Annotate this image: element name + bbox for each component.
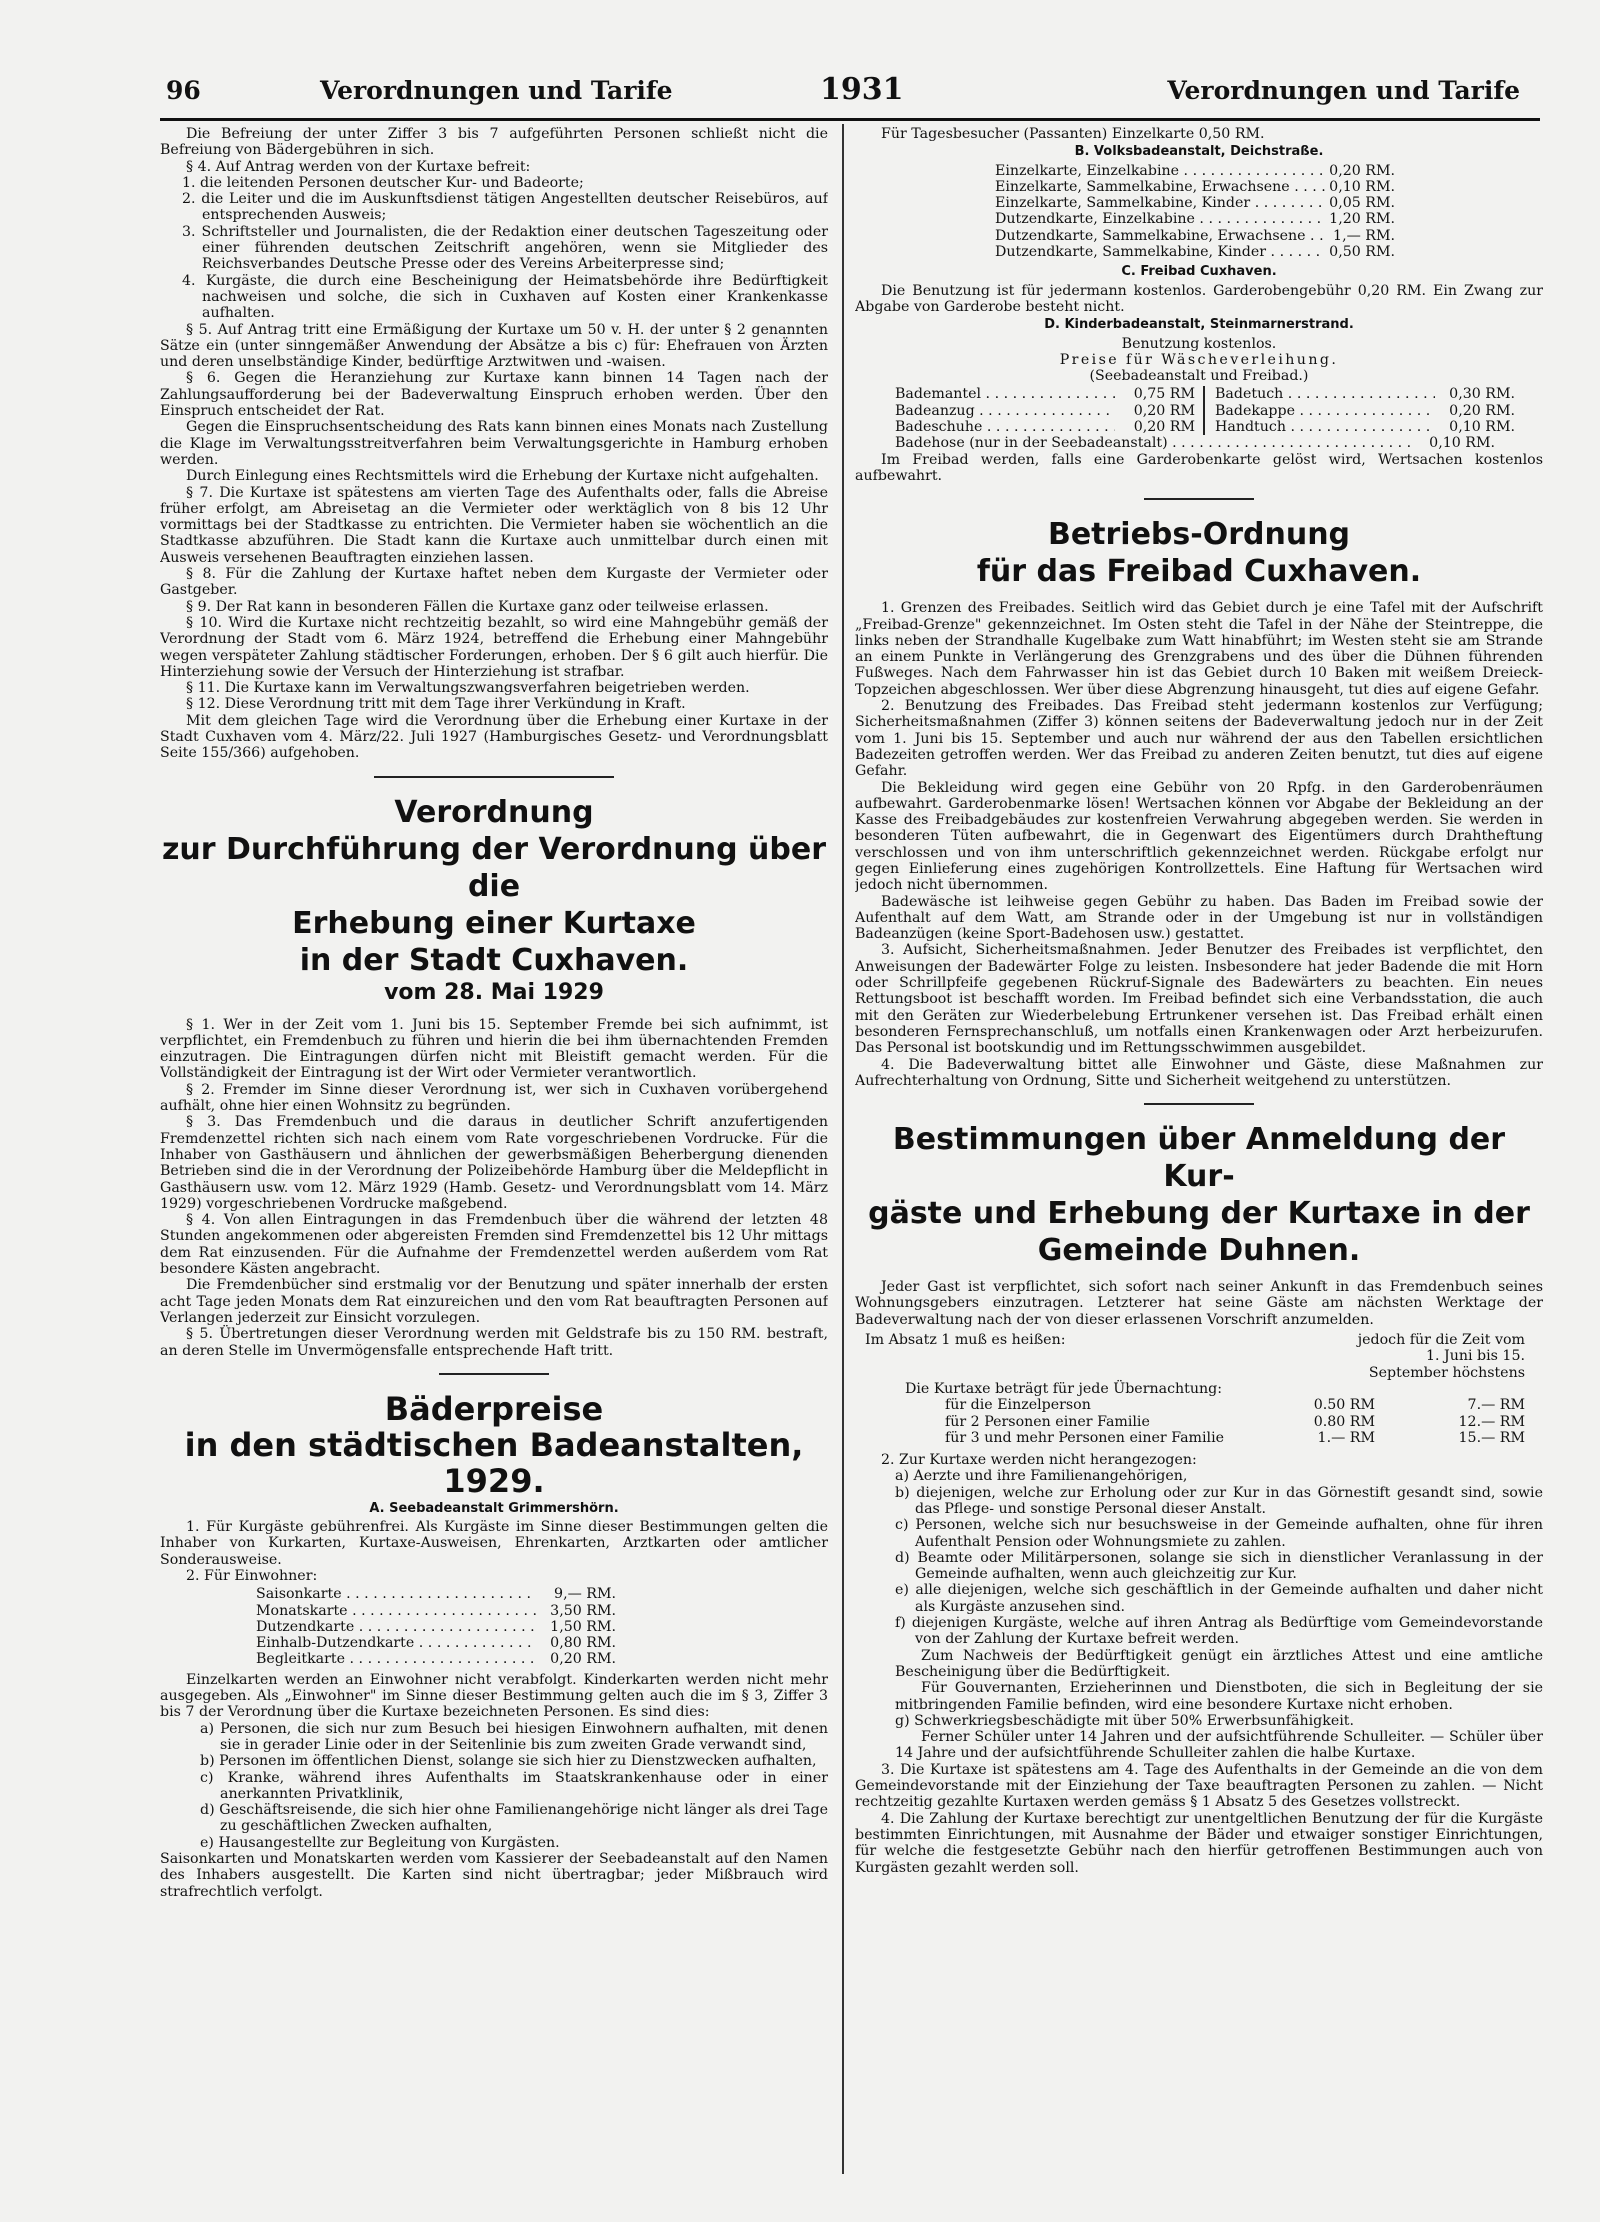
price-value: 0,20 RM. [1329,162,1395,179]
paragraph: Saisonkarten und Monatskarten werden vom Kassierer der Seebadeanstalt auf den Namen des Inhabers ausgestellt. Die Karten sind nicht übertragbar; jeder Mißbrauch wird strafrechtlich verfolgt. [160,1851,828,1900]
paragraph: Mit dem gleichen Tage wird die Verordnung über die Erhebung einer Kurtaxe in der Stadt Cuxhaven vom 4. März/22. Juli 1927 (Hamburgisches Gesetz- und Verordnungsblatt Seite 155/366) aufgehoben. [160,712,828,762]
price-value: 0,75 RM [1133,386,1195,403]
price-value: 0,05 RM. [1329,195,1395,212]
section-heading: für das Freibad Cuxhaven. [976,554,1422,590]
price-label: Handtuch . . . [1215,419,1435,435]
enumerated-list [855,1713,1543,1729]
price-label: Dutzendkarte, Sammelkabine, Kinder . . . [995,244,1325,260]
section-heading: Betriebs-Ordnung [1047,517,1351,553]
paragraph: 3. Aufsicht, Sicherheitsmaßnahmen. Jeder Benutzer des Freibades ist verpflichtet, den Anweisungen der Badewärter Folge zu leisten. Insbesondere hat jeder Badende die mit Horn oder Schrillpfeife gegebenen Rückruf-Signale des Badewärters zu beachten. Ein neues Rettungsboot ist beschafft worden. Im Freibad befindet sich eine Verbandsstation, die auch mit den Geräten zur Wiederbelebung Ertrunkener versehen ist. Das Freibad erhält einen besonderen Fernsprechanschluß, um notfalls einen Krankenwagen oder Arzt herbeizurufen. Das Personal ist bootskundig und im Rettungsschwimmen ausgebildet. [855,942,1543,1057]
price-value: 0,10 RM. [1449,419,1515,436]
price-list [256,1586,616,1667]
paragraph: § 2. Fremder im Sinne dieser Verordnung ist, wer sich in Cuxhaven vorübergehend aufhält, ohne hier einen Wohnsitz zu begründen. [160,1081,828,1115]
paragraph: § 6. Gegen die Heranziehung zur Kurtaxe kann binnen 14 Tagen nach der Zahlungsaufforderung bei der Badeverwaltung Einspruch erhoben werden. Über den Einspruch entscheidet der Rat. [160,370,828,420]
wash-title: Preise für Wäscheverleihung. [1059,351,1339,368]
table-cell: 15.— RM [1458,1429,1525,1446]
table-cell: 1.— RM [1317,1429,1375,1446]
price-value: 0,80 RM. [550,1635,616,1652]
table-cell: 0.50 RM [1313,1397,1375,1414]
list-item: b) Personen im öffentlichen Dienst, solange sie sich hier zu Dienstzwecken aufhalten, [200,1753,817,1770]
header-rule [160,118,1540,121]
paragraph: Die Bekleidung wird gegen eine Gebühr von 20 Rpfg. in den Garderobenräumen aufbewahrt. Garderobenmarke lösen! Wertsachen können vor Abgabe der Bekleidung an der Kasse des Freibadgebäudes zur kostenfreien Verwahrung abgegeben werden. Sie werden in besonderen Tüten aufbewahrt, die in Gegenwart des Eigentümers durch Drahtheftung verschlossen und von ihm unterschriftlich gekennzeichnet werden. Rückgabe erfolgt nur gegen Einlieferung eines zugehörigen Kontrollzettels. Eine Haftung für Wertsachen wird jedoch nicht übernommen. [855,779,1543,894]
table-row [865,1381,1525,1397]
paragraph: Badewäsche ist leihweise gegen Gebühr zu haben. Das Baden im Freibad sowie der Aufenthalt auf dem Watt, am Strande oder in der Umgebung ist nur in vollständigen Badeanzügen (keine Sport-Badehosen usw.) gestattet. [855,893,1543,943]
paragraph: Ferner Schüler unter 14 Jahren und der aufsichtführende Schulleiter. — Schüler über 14 Jahre und der aufsichtführende Schulleiter zahlen die halbe Kurtaxe. [895,1729,1543,1762]
list-item: c) Kranke, während ihres Aufenthalts im Staatskrankenhause oder in einer anerkannten Privatklinik, [200,1769,828,1802]
price-label: Badehose (nur in der Seebadeanstalt) . . . [895,435,1415,451]
price-row [895,435,1495,451]
price-label: Bademantel . . . [895,386,1115,402]
section-separator [439,1373,549,1375]
price-label: Einhalb-Dutzendkarte . . . [256,1635,536,1651]
price-value: 1,20 RM. [1329,211,1395,228]
wash-column-left [895,386,1205,435]
list-item: b) diejenigen, welche zur Erholung oder zur Kur in das Görnestift gesandt sind, sowie das Pflege- und sonstige Personal dieser Anstalt. [895,1484,1543,1517]
table-column-header: jedoch für die Zeit vom 1. Juni bis 15. September höchstens [1357,1332,1525,1381]
right-column [855,126,1543,2166]
price-row [995,228,1395,244]
section-separator [1144,498,1254,500]
price-row [995,163,1395,179]
list-item: e) Hausangestellte zur Begleitung von Kurgästen. [200,1834,560,1851]
price-value: 0,50 RM. [1329,244,1395,261]
paragraph: 2. Zur Kurtaxe werden nicht herangezogen: [881,1452,1197,1469]
price-label: Badekappe . . . [1215,403,1435,419]
section-separator [1144,1103,1254,1105]
price-label: Monatskarte . . . [256,1603,536,1619]
price-row [995,244,1395,260]
price-label: Badetuch . . . [1215,386,1435,402]
section-separator [374,776,614,778]
price-label: Einzelkarte, Sammelkabine, Erwachsene . . . [995,179,1325,195]
price-value: 0,10 RM. [1429,435,1495,452]
table-row [865,1430,1525,1446]
paragraph: Zum Nachweis der Bedürftigkeit genügt ein ärztliches Attest und eine amtliche Bescheinigung über die Bedürftigkeit. [895,1647,1543,1680]
section-date: vom 28. Mai 1929 [384,979,604,1005]
enumerated-list [160,1721,828,1851]
price-value: 1,— RM. [1333,227,1395,244]
price-row [995,211,1395,227]
paragraph: § 8. Für die Zahlung der Kurtaxe haftet neben dem Kurgaste der Vermieter oder Gastgeber. [160,566,828,599]
wash-column-right [1205,386,1515,435]
paragraph: Benutzung kostenlos. [1121,335,1277,352]
paragraph: Für Tagesbesucher (Passanten) Einzelkarte 0,50 RM. [881,126,1265,142]
price-row [995,195,1395,211]
price-row [256,1651,616,1667]
price-label: Einzelkarte, Einzelkabine . . . [995,163,1325,179]
paragraph: § 10. Wird die Kurtaxe nicht rechtzeitig bezahlt, so wird eine Mahngebühr gemäß der Verordnung der Stadt vom 6. März 1924, betreffend die Erhebung einer Mahngebühr wegen verspäteter Zahlung städtischer Forderungen, erhoben. Der § 6 gilt auch hierfür. Die Hinterziehung sowie der Versuch der Hinterziehung ist strafbar. [160,614,828,680]
paragraph: Für Gouvernanten, Erzieherinnen und Dienstboten, die sich in Begleitung der sie mitbringenden Familie befinden, wird eine besondere Kurtaxe nicht erhoben. [895,1680,1543,1713]
price-row [895,419,1195,435]
column-divider [842,124,844,2174]
paragraph: § 5. Übertretungen dieser Verordnung werden mit Geldstrafe bis zu 150 RM. bestraft, an deren Stelle im Unvermögensfalle entsprechende Haft tritt. [160,1326,828,1359]
table-cell: für 2 Personen einer Familie [945,1413,1150,1430]
price-row [256,1619,616,1635]
price-value: 0,20 RM. [550,1651,616,1668]
list-item: e) alle diejenigen, welche sich geschäftlich in der Gemeinde aufhalten und daher nicht als Kurgäste anzusehen sind. [895,1582,1543,1615]
list-item: c) Personen, welche sich nur besuchsweise in der Gemeinde aufhalten, ohne für ihren Aufenthalt Pension oder Wohnungsmiete zu zahlen. [895,1517,1543,1550]
paragraph: § 12. Diese Verordnung tritt mit dem Tage ihrer Verkündung in Kraft. [186,696,686,713]
table-label: Die Kurtaxe beträgt für jede Übernachtung: [905,1380,1223,1397]
left-column [160,126,828,2166]
section-heading: zur Durchführung der Verordnung über die [161,831,827,904]
paragraph: Die Fremdenbücher sind erstmalig vor der Benutzung und später innerhalb der ersten acht Tage jeden Monats dem Rat einzureichen und den vom Rat beauftragten Personen auf Verlangen jederzeit zur Einsicht vorzulegen. [160,1277,828,1326]
price-row [1215,403,1515,419]
subsection-label: D. Kinderbadeanstalt, Steinmarnerstrand. [1044,317,1354,333]
s4-item: 4. Kurgäste, die durch eine Bescheinigung der Heimatsbehörde ihre Bedürftigkeit nachweisen und solche, die sich in Cuxhaven auf Kosten einer Krankenkasse aufhalten. [182,272,828,322]
section-heading: in den städtischen Badeanstalten, 1929. [184,1425,804,1500]
price-label: Dutzendkarte . . . [256,1619,536,1635]
paragraph: Einzelkarten werden an Einwohner nicht verabfolgt. Kinderkarten werden nicht mehr ausgegeben. Als „Einwohner" im Sinne dieser Bestimmung gelten auch die im § 3, Ziffer 3 bis 7 der Verordnung über die Kurtaxe bezeichneten Personen. Es sind dies: [160,1671,828,1721]
price-label: Badeanzug . . . [895,403,1115,419]
s4-item: 2. die Leiter und die im Auskunftsdienst tätigen Angestellten deutscher Reisebüros, auf entsprechenden Ausweis; [182,191,828,224]
price-row [895,386,1195,402]
wash-subtitle: (Seebadeanstalt und Freibad.) [1089,368,1309,385]
s4-item: 1. die leitenden Personen deutscher Kur- und Badeorte; [182,174,584,191]
section-heading: Bäderpreise [384,1389,604,1428]
paragraph: Gegen die Einspruchsentscheidung des Rats kann binnen eines Monats nach Zustellung die Klage im Verwaltungsstreitverfahren beim Verwaltungsgerichte in Hamburg erhoben werden. [160,419,828,468]
price-value: 0,30 RM. [1449,386,1515,403]
paragraph: Im Freibad werden, falls eine Garderobenkarte gelöst wird, Wertsachen kostenlos aufbewahrt. [855,451,1543,484]
price-value: 0,20 RM. [1449,402,1515,419]
price-row [995,179,1395,195]
header-title-right: Verordnungen und Tarife [1167,76,1520,105]
table-cell: 12.— RM [1458,1413,1525,1430]
table-row [865,1414,1525,1430]
section-heading: Erhebung einer Kurtaxe [292,905,696,941]
paragraph: 3. Die Kurtaxe ist spätestens am 4. Tage des Aufenthalts in der Gemeinde an die von dem Gemeindevorstande mit der Einziehung der Taxe beauftragten Personen zu zahlen. — Nicht rechtzeitig gezahlte Kurtaxen werden gemäss § 1 Absatz 5 des Gesetzes vollstreckt. [855,1761,1543,1811]
price-row [1215,386,1515,402]
table-cell: für die Einzelperson [945,1397,1091,1414]
paragraph: § 7. Die Kurtaxe ist spätestens am vierten Tage des Aufenthalts oder, falls die Abreise früher erfolgt, am Abreisetag an die Vermieter oder werktäglich von 8 bis 12 Uhr vormittags bei der Stadtkasse zu entrichten. Die Vermieter haben sie wöchentlich an die Stadtkasse abzuführen. Die Stadt kann die Kurtaxe auch unmittelbar durch einen mit Ausweis versehenen Beauftragten einziehen lassen. [160,484,828,566]
price-label: Badeschuhe . . . [895,419,1115,435]
table-cell: 7.— RM [1467,1397,1525,1414]
subsection-label: B. Volksbadeanstalt, Deichstraße. [1074,144,1324,160]
subsection-label: A. Seebadeanstalt Grimmershörn. [369,1500,619,1516]
paragraph: 4. Die Badeverwaltung bittet alle Einwohner und Gäste, diese Maßnahmen zur Aufrechterhaltung von Ordnung, Sitte und Sicherheit weitgehend zu unterstützen. [855,1056,1543,1089]
price-label: Einzelkarte, Sammelkabine, Kinder . . . [995,195,1325,211]
paragraph: 1. Für Kurgäste gebührenfrei. Als Kurgäste im Sinne dieser Bestimmungen gelten die Inhaber von Kurkarten, Kurtaxe-Ausweisen, Ehrenkarten, Arztkarten oder amtlicher Sonderausweise. [160,1519,828,1568]
s4-item: 3. Schriftsteller und Journalisten, die der Redaktion einer deutschen Tageszeitung oder einer führenden deutschen Zeitschrift angehören, wenn sie Mitglieder des Reichsverbandes Deutsche Presse oder des Vereins Arbeiterpresse sind; [182,223,828,273]
section-heading: in der Stadt Cuxhaven. [299,942,689,978]
kurtaxe-table [865,1332,1525,1446]
price-value: 0,20 RM [1133,419,1195,436]
running-header [160,70,1540,110]
paragraph: Durch Einlegung eines Rechtsmittels wird die Erhebung der Kurtaxe nicht aufgehalten. [186,468,819,485]
table-header-row [865,1332,1525,1381]
price-row [256,1586,616,1602]
wash-price-table [895,386,1515,436]
paragraph: 2. Benutzung des Freibades. Das Freibad steht jedermann kostenlos zur Verfügung; Sicherheitsmaßnahmen (Ziffer 3) können seitens der Badeverwaltung jedoch nur in der Zeit vom 1. Juni bis 15. September und auch nur während der aus den Tabellen ersichtlichen Badezeiten getroffen werden. Wer das Freibad zu anderen Zeiten benutzt, tut dies auf eigene Gefahr. [855,698,1543,780]
price-value: 1,50 RM. [550,1618,616,1635]
table-cell: 0.80 RM [1313,1413,1375,1430]
price-row [256,1603,616,1619]
section-heading: Gemeinde Duhnen. [1037,1233,1361,1269]
subsection-label: C. Freibad Cuxhaven. [1121,264,1277,280]
price-label: Dutzendkarte, Einzelkabine . . . [995,211,1325,227]
list-item: a) Aerzte und ihre Familienangehörigen, [895,1468,1188,1485]
list-item: d) Beamte oder Militärpersonen, solange sie sich in dienstlicher Veranlassung in der Gemeinde aufhalten, wenn auch gleichzeitig zur Kur. [895,1549,1543,1583]
header-year: 1931 [820,72,904,107]
section-heading: Verordnung [394,794,594,830]
price-value: 9,— RM. [554,1586,616,1603]
table-row [865,1397,1525,1413]
paragraph: § 11. Die Kurtaxe kann im Verwaltungszwangsverfahren beigetrieben werden. [186,680,750,697]
price-row [256,1635,616,1651]
table-label: Im Absatz 1 muß es heißen: [865,1332,1066,1349]
table-cell: für 3 und mehr Personen einer Familie [945,1429,1225,1446]
price-value: 0,20 RM [1133,402,1195,419]
list-item: d) Geschäftsreisende, die sich hier ohne Familienangehörige nicht länger als drei Tage zu geschäftlichen Zwecken aufhalten, [200,1802,828,1835]
page-number: 96 [166,76,201,105]
header-title-left: Verordnungen und Tarife [320,76,673,105]
paragraph: Die Benutzung ist für jedermann kostenlos. Garderobengebühr 0,20 RM. Ein Zwang zur Abgabe von Garderobe besteht nicht. [855,282,1543,315]
list-item: f) diejenigen Kurgäste, welche auf ihren Antrag als Bedürftige vom Gemeindevorstande von der Zahlung der Kurtaxe befreit werden. [895,1615,1543,1648]
paragraph: 1. Grenzen des Freibades. Seitlich wird das Gebiet durch je eine Tafel mit der Aufschrift „Freibad-Grenze" gekennzeichnet. Im Osten steht die Tafel in der Nähe der Steintreppe, die links neben der Strandhalle Kugelbake zum Watt hinabführt; im Westen steht sie am Strande an einem Punkte in Verlängerung des Grenzgrabens und des über die Dühnen führenden Fußweges. Nach dem Fahrwasser hin ist das Gebiet durch 10 Baken mit weißem Dreieck-Topzeichen abgeschlossen. Wer über diese Abgrenzung hinausgeht, tut dies auf eigene Gefahr. [855,600,1543,698]
paragraph: § 3. Das Fremdenbuch und die daraus in deutlicher Schrift anzufertigenden Fremdenzettel richten sich nach einem vom Rate vorgeschriebenen Vordrucke. Für die Inhaber von Gasthäusern und ähnlichen der gewerbsmäßigen Beherbergung dienenden Betrieben sind die in der Verordnung der Polizeibehörde Hamburg über die Meldepflicht in Gasthäusern usw. vom 12. März 1929 (Hamb. Gesetz- und Verordnungsblatt vom 14. März 1929) vorgeschriebenen Vordrucke maßgebend. [160,1114,828,1212]
paragraph: 4. Die Zahlung der Kurtaxe berechtigt zur unentgeltlichen Benutzung der für die Kurgäste bestimmten Einrichtungen, mit Ausnahme der Bäder und etwaiger sonstiger Einrichtungen, für welche die festgesetzte Gebühr nach den hierfür getroffenen Bestimmungen auch von Kurgästen gezahlt werden soll. [855,1810,1543,1876]
paragraph: § 4. Von allen Eintragungen in das Fremdenbuch über die während der letzten 48 Stunden angekommenen oder abgereisten Fremden sind Fremdenzettel bis 12 Uhr mittags dem Rat einzusenden. Für die Aufnahme der Fremdenzettel werden außerdem vom Rat besondere Kästen angebracht. [160,1212,828,1278]
price-row [1215,419,1515,435]
enumerated-list [855,1468,1543,1647]
section-heading: Bestimmungen über Anmeldung der Kur- [892,1122,1506,1195]
paragraph: Jeder Gast ist verpflichtet, sich sofort nach seiner Ankunft in das Fremdenbuch seines Wohnungsgebers einzutragen. Letzterer hat seine Gäste am nächsten Werktage der Badeverwaltung nach der von dieser erlassenen Vorschrift anzumelden. [855,1279,1543,1328]
paragraph: § 9. Der Rat kann in besonderen Fällen die Kurtaxe ganz oder teilweise erlassen. [186,598,769,615]
paragraph: § 5. Auf Antrag tritt eine Ermäßigung der Kurtaxe um 50 v. H. der unter § 2 genannten Sätze ein (unter sinngemäßer Anwendung der Absätze a bis c) für: Ehefrauen von Ärzten und deren unselbständige Kinder, bedürftige Arztwitwen und -waisen. [160,321,828,371]
price-label: Dutzendkarte, Sammelkabine, Erwachsene . . . [995,228,1325,244]
paragraph: § 1. Wer in der Zeit vom 1. Juni bis 15. September Fremde bei sich aufnimmt, ist verpflichtet, ein Fremdenbuch zu führen und hierin die bei ihm übernachtenden Fremden einzutragen. Die Eintragungen dürfen nicht mit Bleistift gemacht werden. Für die Vollständigkeit der Eintragung ist der Wirt oder Vermieter verantwortlich. [160,1016,828,1082]
list-item: a) Personen, die sich nur zum Besuch bei hiesigen Einwohnern aufhalten, mit denen sie in gerader Linie oder in der Seitenlinie bis zum zweiten Grade verwandt sind, [200,1720,828,1753]
price-list [995,163,1395,261]
list-item: g) Schwerkriegsbeschädigte mit über 50% Erwerbsunfähigkeit. [895,1712,1354,1729]
section-heading: gäste und Erhebung der Kurtaxe in der [868,1196,1530,1232]
intro-paragraph: Die Befreiung der unter Ziffer 3 bis 7 aufgeführten Personen schließt nicht die Befreiung von Bädergebühren in sich. [160,126,828,159]
price-row [895,403,1195,419]
price-value: 0,10 RM. [1329,178,1395,195]
price-label: Saisonkarte . . . [256,1586,536,1602]
price-value: 3,50 RM. [550,1602,616,1619]
paragraph: 2. Für Einwohner: [186,1568,318,1584]
s4-title: § 4. Auf Antrag werden von der Kurtaxe befreit: [186,158,531,175]
price-label: Begleitkarte . . . [256,1651,536,1667]
